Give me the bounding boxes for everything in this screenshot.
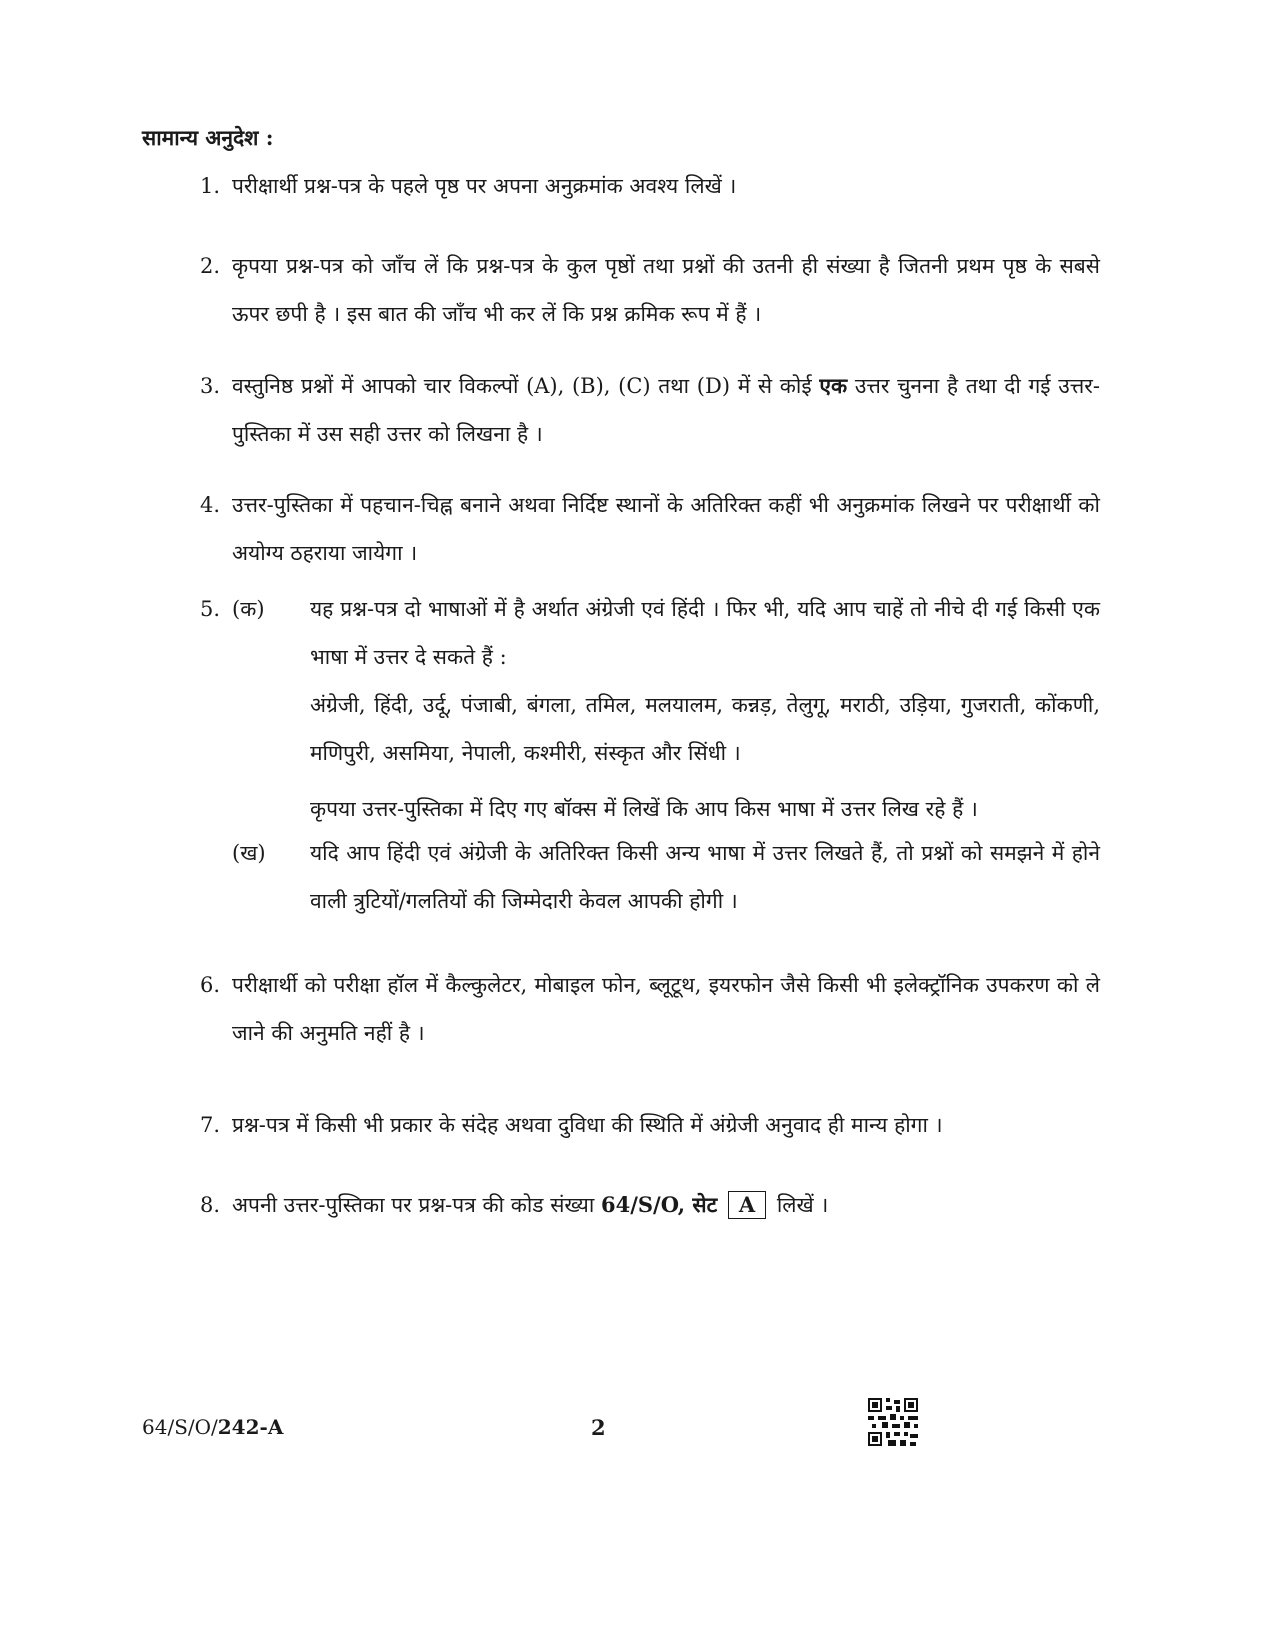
item-text-start: अपनी उत्तर-पुस्तिका पर प्रश्न-पत्र की कोड संख्या bbox=[232, 1193, 595, 1217]
sub-item-ka-text: यह प्रश्न-पत्र दो भाषाओं में है अर्थात अंग्रेजी एवं हिंदी । फिर भी, यदि आप चाहें तो नीचे दी गई किसी एक भाषा में उत्तर दे सकते हैं : bbox=[310, 597, 1100, 669]
item-text: कृपया प्रश्न-पत्र को जाँच लें कि प्रश्न-पत्र के कुल पृष्ठों तथा प्रश्नों की उतनी ही संख्या है जितनी प्रथम पृष्ठ के सबसे ऊपर छपी है । इस बात की जाँच भी कर लें कि प्रश्न क्रमिक रूप में हैं । bbox=[232, 254, 1100, 326]
sub-item-kha-text: यदि आप हिंदी एवं अंग्रेजी के अतिरिक्त किसी अन्य भाषा में उत्तर लिखते हैं, तो प्रश्नों को समझने में होने वाली त्रुटियों/गलतियों की जिम्मेदारी केवल आपकी होगी । bbox=[310, 841, 1100, 913]
item-number: 3. bbox=[200, 374, 221, 398]
sub-item-label-kha: (ख) bbox=[232, 841, 266, 865]
language-list: अंग्रेजी, हिंदी, उर्दू, पंजाबी, बंगला, तमिल, मलयालम, कन्नड़, तेलुगू, मराठी, उड़िया, गुजराती, कोंकणी, मणिपुरी, असमिया, नेपाली, कश्मीरी, संस्कृत और सिंधी । bbox=[310, 693, 1100, 765]
item-text: परीक्षार्थी प्रश्न-पत्र के पहले पृष्ठ पर अपना अनुक्रमांक अवश्य लिखें । bbox=[232, 174, 737, 198]
sub-item-ka bbox=[310, 585, 1100, 833]
instruction-4 bbox=[200, 481, 1100, 577]
item-number: 2. bbox=[200, 254, 221, 278]
item-number: 5. bbox=[200, 597, 221, 621]
instruction-2 bbox=[200, 242, 1100, 338]
instruction-5 bbox=[200, 585, 1100, 915]
item-text-end: उत्तर चुनना है तथा दी गई उत्तर-पुस्तिका में उस सही उत्तर को लिखना है । bbox=[232, 374, 1100, 446]
item-number: 4. bbox=[200, 493, 221, 517]
sub-item-label-ka: (क) bbox=[232, 597, 265, 621]
instruction-6 bbox=[200, 961, 1100, 1057]
instruction-3 bbox=[200, 362, 1100, 458]
paper-code-bold: 242-A bbox=[217, 1415, 284, 1439]
paper-code bbox=[142, 1415, 283, 1439]
instruction-7 bbox=[200, 1101, 1100, 1149]
language-note: कृपया उत्तर-पुस्तिका में दिए गए बॉक्स में लिखें कि आप किस भाषा में उत्तर लिख रहे हैं । bbox=[310, 797, 978, 821]
item-number: 6. bbox=[200, 973, 221, 997]
item-text bbox=[232, 362, 1100, 458]
instruction-8 bbox=[200, 1181, 1100, 1229]
qr-code-icon bbox=[868, 1398, 918, 1446]
page-heading: सामान्य अनुदेश : bbox=[142, 125, 274, 150]
item-text: उत्तर-पुस्तिका में पहचान-चिह्न बनाने अथवा निर्दिष्ट स्थानों के अतिरिक्त कहीं भी अनुक्रमांक लिखने पर परीक्षार्थी को अयोग्य ठहराया जायेगा । bbox=[232, 493, 1100, 565]
item-number: 8. bbox=[200, 1193, 221, 1217]
item-number: 1. bbox=[200, 174, 221, 198]
item-text: प्रश्न-पत्र में किसी भी प्रकार के संदेह अथवा दुविधा की स्थिति में अंग्रेजी अनुवाद ही मान्य होगा । bbox=[232, 1113, 943, 1137]
item-text: परीक्षार्थी को परीक्षा हॉल में कैल्कुलेटर, मोबाइल फोन, ब्लूटूथ, इयरफोन जैसे किसी भी इलेक्ट्रॉनिक उपकरण को ले जाने की अनुमति नहीं है । bbox=[232, 973, 1100, 1045]
item-text-end: लिखें । bbox=[776, 1193, 829, 1217]
set-box: A bbox=[728, 1191, 766, 1219]
item-text-start: वस्तुनिष्ठ प्रश्नों में आपको चार विकल्पों (A), (B), (C) तथा (D) में से कोई bbox=[232, 374, 812, 398]
page-number: 2 bbox=[591, 1415, 606, 1440]
item-number: 7. bbox=[200, 1113, 221, 1137]
paper-code-prefix: 64/S/O/ bbox=[142, 1415, 218, 1439]
item-text bbox=[232, 1181, 1100, 1229]
code-number: 64/S/O, सेट bbox=[600, 1192, 718, 1217]
instruction-1 bbox=[200, 162, 1100, 210]
item-text-bold: एक bbox=[819, 373, 848, 398]
